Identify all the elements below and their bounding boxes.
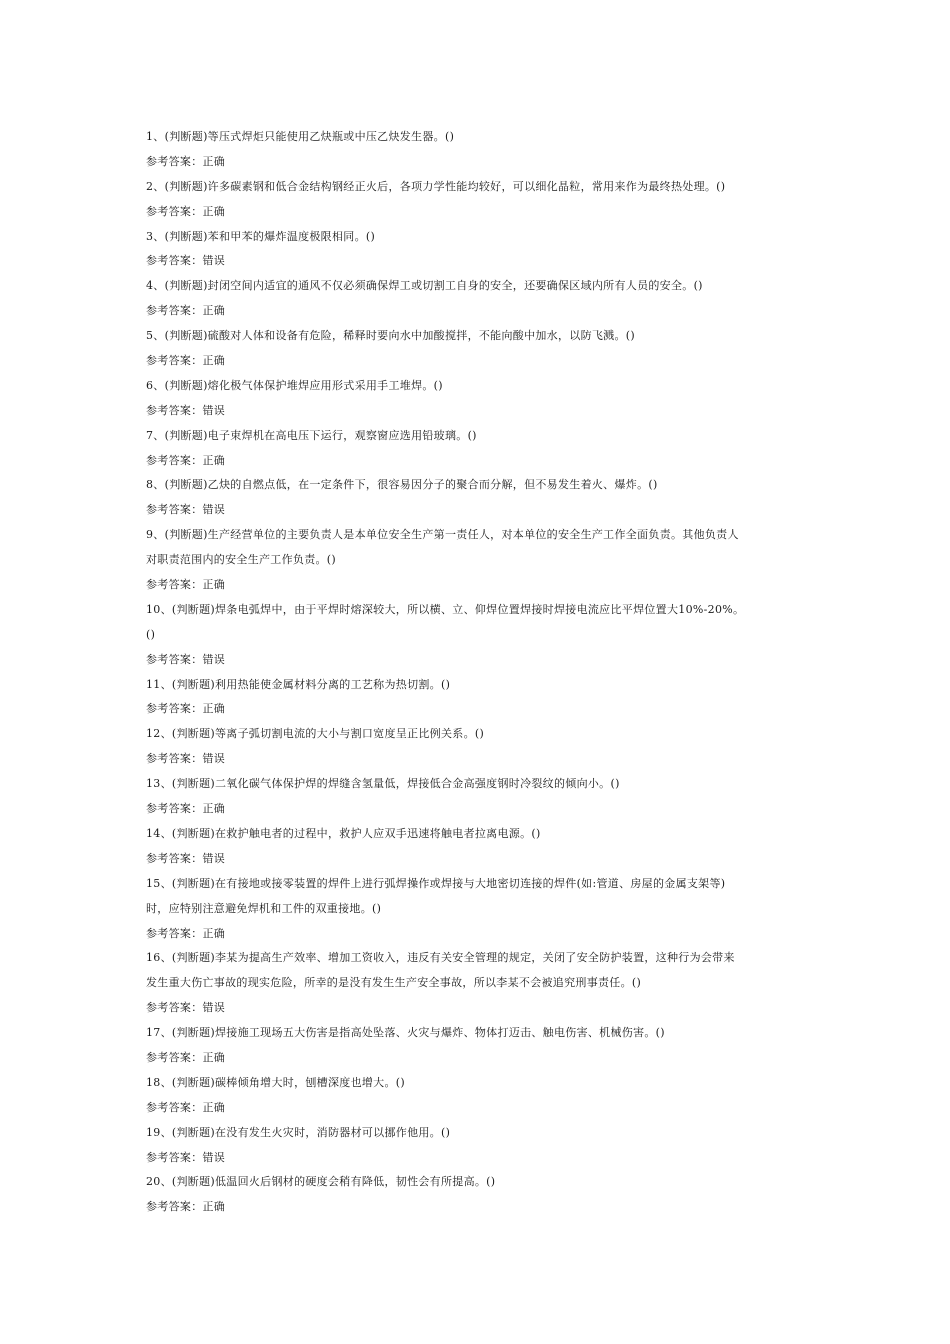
question-item: [146, 225, 808, 275]
question-text-line: 17、(判断题)焊接施工现场五大伤害是指高处坠落、火灾与爆炸、物体打迈击、触电伤害、机械伤害。(): [146, 1026, 665, 1040]
answer-line: [146, 1146, 808, 1171]
answer-value: 正确: [202, 1200, 226, 1214]
question-text-line: 20、(判断题)低温回火后钢材的硬度会稍有降低，韧性会有所提高。(): [146, 1175, 496, 1189]
answer-prefix: 参考答案：: [146, 154, 203, 168]
answer-prefix: 参考答案：: [146, 1200, 203, 1214]
question-text-line: 9、(判断题)生产经营单位的主要负责人是本单位安全生产第一责任人，对本单位的安全生产工作全面负责。其他负责人: [146, 528, 739, 542]
question-text-line: 18、(判断题)碳棒倾角增大时，刨槽深度也增大。(): [146, 1075, 405, 1089]
answer-line: [146, 299, 808, 324]
answer-prefix: 参考答案：: [146, 851, 203, 865]
answer-prefix: 参考答案：: [146, 802, 203, 816]
answer-value: 正确: [202, 204, 226, 218]
answer-prefix: 参考答案：: [146, 204, 203, 218]
answer-line: [146, 449, 808, 474]
question-item: [146, 324, 808, 374]
question-text-line: 19、(判断题)在没有发生火灾时，消防器材可以挪作他用。(): [146, 1125, 451, 1139]
question-item: [146, 175, 808, 225]
answer-prefix: 参考答案：: [146, 652, 203, 666]
answer-prefix: 参考答案：: [146, 354, 203, 368]
answer-prefix: 参考答案：: [146, 926, 203, 940]
question-list: [146, 125, 808, 1220]
answer-prefix: 参考答案：: [146, 304, 203, 318]
question-text-line: 1、(判断题)等压式焊炬只能使用乙炔瓶或中压乙炔发生器。(): [146, 130, 455, 143]
question-text-line: 对职责范围内的安全生产工作负责。(): [146, 553, 336, 567]
question-item: [146, 673, 808, 723]
question-item: [146, 822, 808, 872]
question-text-line: 14、(判断题)在救护触电者的过程中，救护人应双手迅速将触电者拉离电源。(): [146, 826, 541, 840]
question-item: [146, 722, 808, 772]
question-text-line: 2、(判断题)许多碳素钢和低合金结构钢经正火后，各项力学性能均较好，可以细化晶粒，常用来作为最终热处理。(): [146, 179, 726, 193]
answer-value: 正确: [202, 702, 226, 716]
question-item: [146, 523, 808, 598]
answer-prefix: 参考答案：: [146, 254, 203, 268]
answer-value: 正确: [202, 926, 226, 940]
question-text-line: 11、(判断题)利用热能使金属材料分离的工艺称为热切割。(): [146, 677, 451, 691]
question-text-line: 6、(判断题)熔化极气体保护堆焊应用形式采用手工堆焊。(): [146, 378, 443, 392]
answer-line: [146, 747, 808, 772]
question-text-line: 13、(判断题)二氧化碳气体保护焊的焊缝含氢量低，焊接低合金高强度钢时冷裂纹的倾向小。(): [146, 777, 620, 791]
answer-line: [146, 1046, 808, 1071]
question-item: [146, 598, 808, 673]
answer-prefix: 参考答案：: [146, 453, 203, 467]
answer-line: [146, 697, 808, 722]
question-item: [146, 1121, 808, 1171]
question-item: [146, 1170, 808, 1220]
answer-line: [146, 200, 808, 225]
answer-value: 错误: [202, 851, 226, 865]
answer-line: [146, 249, 808, 274]
answer-value: 正确: [202, 354, 226, 368]
answer-prefix: 参考答案：: [146, 403, 203, 417]
answer-value: 错误: [202, 1150, 226, 1164]
question-text-line: 7、(判断题)电子束焊机在高电压下运行，观察窗应选用铅玻璃。(): [146, 428, 477, 442]
answer-line: [146, 648, 808, 673]
answer-line: [146, 922, 808, 947]
answer-prefix: 参考答案：: [146, 503, 203, 517]
question-item: [146, 872, 808, 947]
question-text-line: 12、(判断题)等离子弧切割电流的大小与割口宽度呈正比例关系。(): [146, 727, 485, 741]
answer-prefix: 参考答案：: [146, 1150, 203, 1164]
answer-value: 错误: [202, 752, 226, 766]
question-text-line: 时，应特别注意避免焊机和工件的双重接地。(): [146, 901, 382, 915]
question-item: [146, 1021, 808, 1071]
answer-value: 正确: [202, 154, 226, 168]
answer-prefix: 参考答案：: [146, 1050, 203, 1064]
answer-value: 正确: [202, 1100, 226, 1114]
answer-prefix: 参考答案：: [146, 1100, 203, 1114]
answer-value: 正确: [202, 802, 226, 816]
question-text-line: 5、(判断题)硫酸对人体和设备有危险，稀释时要向水中加酸搅拌，不能向酸中加水，以防飞溅。(): [146, 329, 635, 343]
answer-prefix: 参考答案：: [146, 578, 203, 592]
answer-value: 错误: [202, 652, 226, 666]
question-text-line: (): [146, 627, 156, 641]
answer-value: 错误: [202, 403, 226, 417]
question-item: [146, 125, 808, 175]
answer-prefix: 参考答案：: [146, 752, 203, 766]
question-text-line: 10、(判断题)焊条电弧焊中，由于平焊时熔深较大，所以横、立、仰焊位置焊接时焊接电流应比平焊位置大10%-20%。: [146, 602, 745, 616]
question-item: [146, 374, 808, 424]
answer-value: 正确: [202, 453, 226, 467]
question-item: [146, 424, 808, 474]
answer-line: [146, 996, 808, 1021]
answer-value: 错误: [202, 1001, 226, 1015]
question-item: [146, 473, 808, 523]
question-item: [146, 946, 808, 1021]
question-text-line: 16、(判断题)李某为提高生产效率、增加工资收入，违反有关安全管理的规定，关闭了安全防护装置，这种行为会带来: [146, 951, 735, 965]
answer-value: 正确: [202, 1050, 226, 1064]
question-item: [146, 772, 808, 822]
question-text-line: 发生重大伤亡事故的现实危险，所幸的是没有发生生产安全事故，所以李某不会被追究刑事责任。(): [146, 976, 642, 990]
question-text-line: 4、(判断题)封闭空间内适宜的通风不仅必须确保焊工或切割工自身的安全，还要确保区域内所有人员的安全。(): [146, 279, 703, 293]
answer-line: [146, 1195, 808, 1220]
answer-value: 错误: [202, 503, 226, 517]
answer-line: [146, 349, 808, 374]
answer-prefix: 参考答案：: [146, 702, 203, 716]
answer-line: [146, 847, 808, 872]
answer-line: [146, 399, 808, 424]
answer-line: [146, 797, 808, 822]
question-text-line: 3、(判断题)苯和甲苯的爆炸温度极限相同。(): [146, 229, 376, 243]
answer-line: [146, 573, 808, 598]
question-text-line: 8、(判断题)乙炔的自燃点低，在一定条件下，很容易因分子的聚合而分解，但不易发生着火、爆炸。(): [146, 478, 658, 492]
answer-value: 错误: [202, 254, 226, 268]
answer-value: 正确: [202, 304, 226, 318]
answer-line: [146, 1096, 808, 1121]
answer-prefix: 参考答案：: [146, 1001, 203, 1015]
answer-value: 正确: [202, 578, 226, 592]
answer-line: [146, 150, 808, 175]
answer-line: [146, 498, 808, 523]
question-item: [146, 274, 808, 324]
question-text-line: 15、(判断题)在有接地或接零装置的焊件上进行弧焊操作或焊接与大地密切连接的焊件(如:管道、房屋的金属支架等): [146, 876, 726, 890]
question-item: [146, 1071, 808, 1121]
